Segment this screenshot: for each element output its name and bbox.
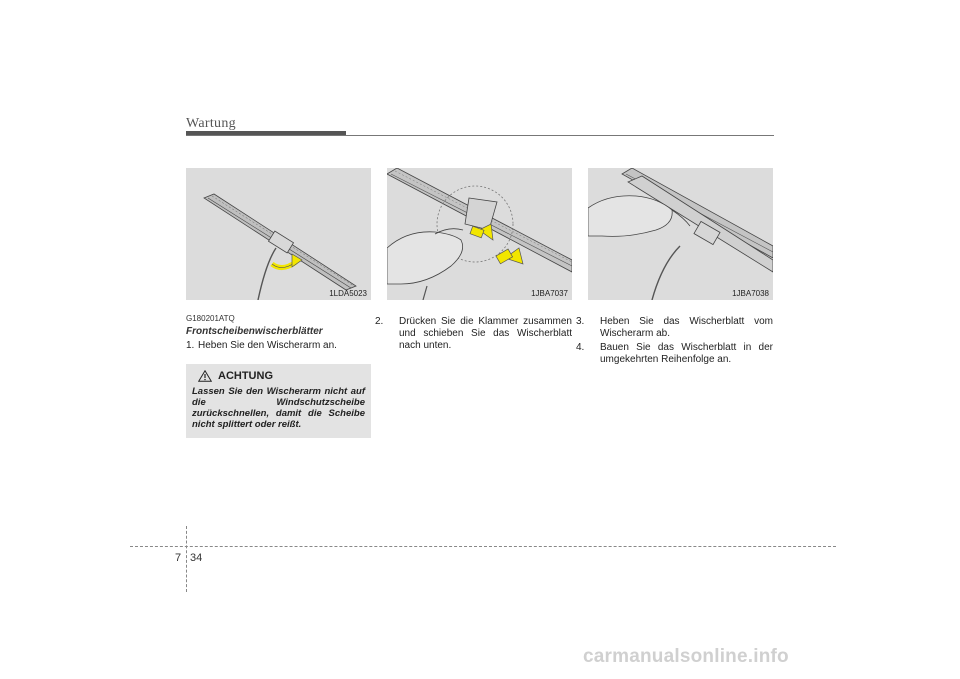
step-text: Bauen Sie das Wischerblatt in der umgekehrten Reihenfolge an. <box>600 342 773 365</box>
wiper-lift-drawing <box>186 168 371 300</box>
step-number: 2. <box>375 316 384 327</box>
image-code: 1LDA5023 <box>329 289 367 298</box>
step-text: Heben Sie den Wischerarm an. <box>198 340 337 351</box>
footer-rule <box>130 546 836 547</box>
warning-header <box>198 370 273 382</box>
step-2 <box>375 316 572 352</box>
step-number: 1. <box>186 340 195 351</box>
step-1 <box>186 340 371 352</box>
chapter-number: 7 <box>175 552 182 564</box>
section-subtitle: Frontscheibenwischerblätter <box>186 326 323 337</box>
warning-box <box>186 364 371 438</box>
header-rule <box>186 135 774 136</box>
step-number: 3. <box>576 316 585 327</box>
image-code: 1JBA7038 <box>732 289 769 298</box>
warning-text: Lassen Sie den Wischerarm nicht auf die Windschutzscheibe zurückschnellen, damit die Scheibe nicht splittert oder reißt. <box>192 386 365 430</box>
step-number: 4. <box>576 342 585 353</box>
wiper-remove-drawing <box>588 168 773 300</box>
section-id: G180201ATQ <box>186 314 235 323</box>
illustration-lift-wiper-arm <box>186 168 371 300</box>
illustration-remove-blade <box>588 168 773 300</box>
warning-triangle-icon <box>198 370 212 382</box>
warning-title: ACHTUNG <box>218 370 273 382</box>
wiper-clip-drawing <box>387 168 572 300</box>
step-3 <box>576 316 773 340</box>
illustration-press-clip <box>387 168 572 300</box>
watermark: carmanualsonline.info <box>583 646 789 667</box>
step-text: Heben Sie das Wischerblatt vom Wischerarm ab. <box>600 316 773 339</box>
image-code: 1JBA7037 <box>531 289 568 298</box>
page-number: 34 <box>190 552 203 564</box>
footer-vertical-rule <box>186 526 187 592</box>
step-4 <box>576 342 773 366</box>
page-header-title: Wartung <box>186 116 236 131</box>
step-text: Drücken Sie die Klammer zusammen und schieben Sie das Wischerblatt nach unten. <box>399 316 572 351</box>
